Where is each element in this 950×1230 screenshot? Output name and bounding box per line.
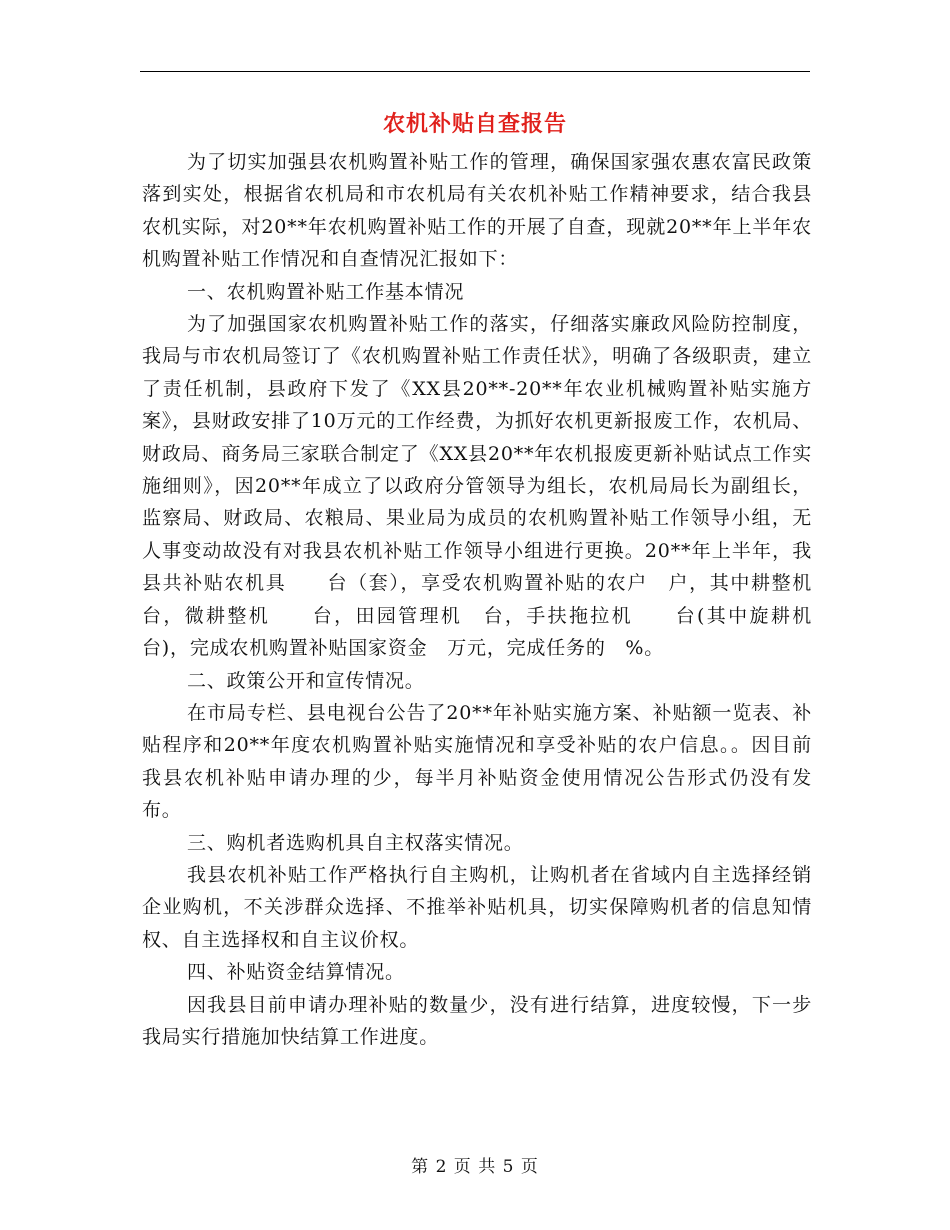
- paragraph-intro: 为了切实加强县农机购置补贴工作的管理，确保国家强农惠农富民政策落到实处，根据省农机局和市农机局有关农机补贴工作精神要求，结合我县农机实际，对20**年农机购置补贴工作的开展了自查，现就20**年上半年农机购置补贴工作情况和自查情况汇报如下：: [142, 151, 812, 271]
- section-heading-3: 三、购机者选购机具自主权落实情况。: [187, 831, 524, 854]
- paragraph-section-2: 在市局专栏、县电视台公告了20**年补贴实施方案、补贴额一览表、补贴程序和20**年度农机购置补贴实施情况和享受补贴的农户信息。。因目前我县农机补贴申请办理的少，每半月补贴资金使用情况公告形式仍没有发布。: [142, 701, 812, 822]
- paragraph-section-3: 我县农机补贴工作严格执行自主购机，让购机者在省域内自主选择经销企业购机，不关涉群众选择、不推举补贴机具，切实保障购机者的信息知情权、自主选择权和自主议价权。: [142, 863, 812, 951]
- page-number-footer: 第 2 页 共 5 页: [411, 1157, 539, 1177]
- header-rule: [140, 71, 810, 72]
- paragraph-section-1: 为了加强国家农机购置补贴工作的落实，仔细落实廉政风险防控制度，我局与市农机局签订了《农机购置补贴工作责任状》，明确了各级职责，建立了责任机制，县政府下发了《XX县20**-20**年农业机械购置补贴实施方案》，县财政安排了10万元的工作经费，为抓好农机更新报废工作，农机局、财政局、商务局三家联合制定了《XX县20**年农机报废更新补贴试点工作实施细则》，因20**年成立了以政府分管领导为组长，农机局局长为副组长，监察局、财政局、农粮局、果业局为成员的农机购置补贴工作领导小组，无人事变动故没有对我县农机补贴工作领导小组进行更换。20**年上半年，我县共补贴农机具 台（套），享受农机购置补贴的农户 户，其中耕整机 台，微耕整机 台，田园管理机 台，手扶拖拉机 台(其中旋耕机 台)，完成农机购置补贴国家资金 万元，完成任务的 %。: [142, 313, 852, 660]
- section-heading-1: 一、农机购置补贴工作基本情况: [187, 280, 465, 303]
- section-heading-2: 二、政策公开和宣传情况。: [187, 669, 425, 692]
- section-heading-4: 四、补贴资金结算情况。: [187, 961, 405, 984]
- paragraph-section-4: 因我县目前申请办理补贴的数量少，没有进行结算，进度较慢，下一步我局实行措施加快结算工作进度。: [142, 993, 812, 1048]
- document-title: 农机补贴自查报告: [382, 112, 567, 137]
- document-body: [142, 146, 852, 1053]
